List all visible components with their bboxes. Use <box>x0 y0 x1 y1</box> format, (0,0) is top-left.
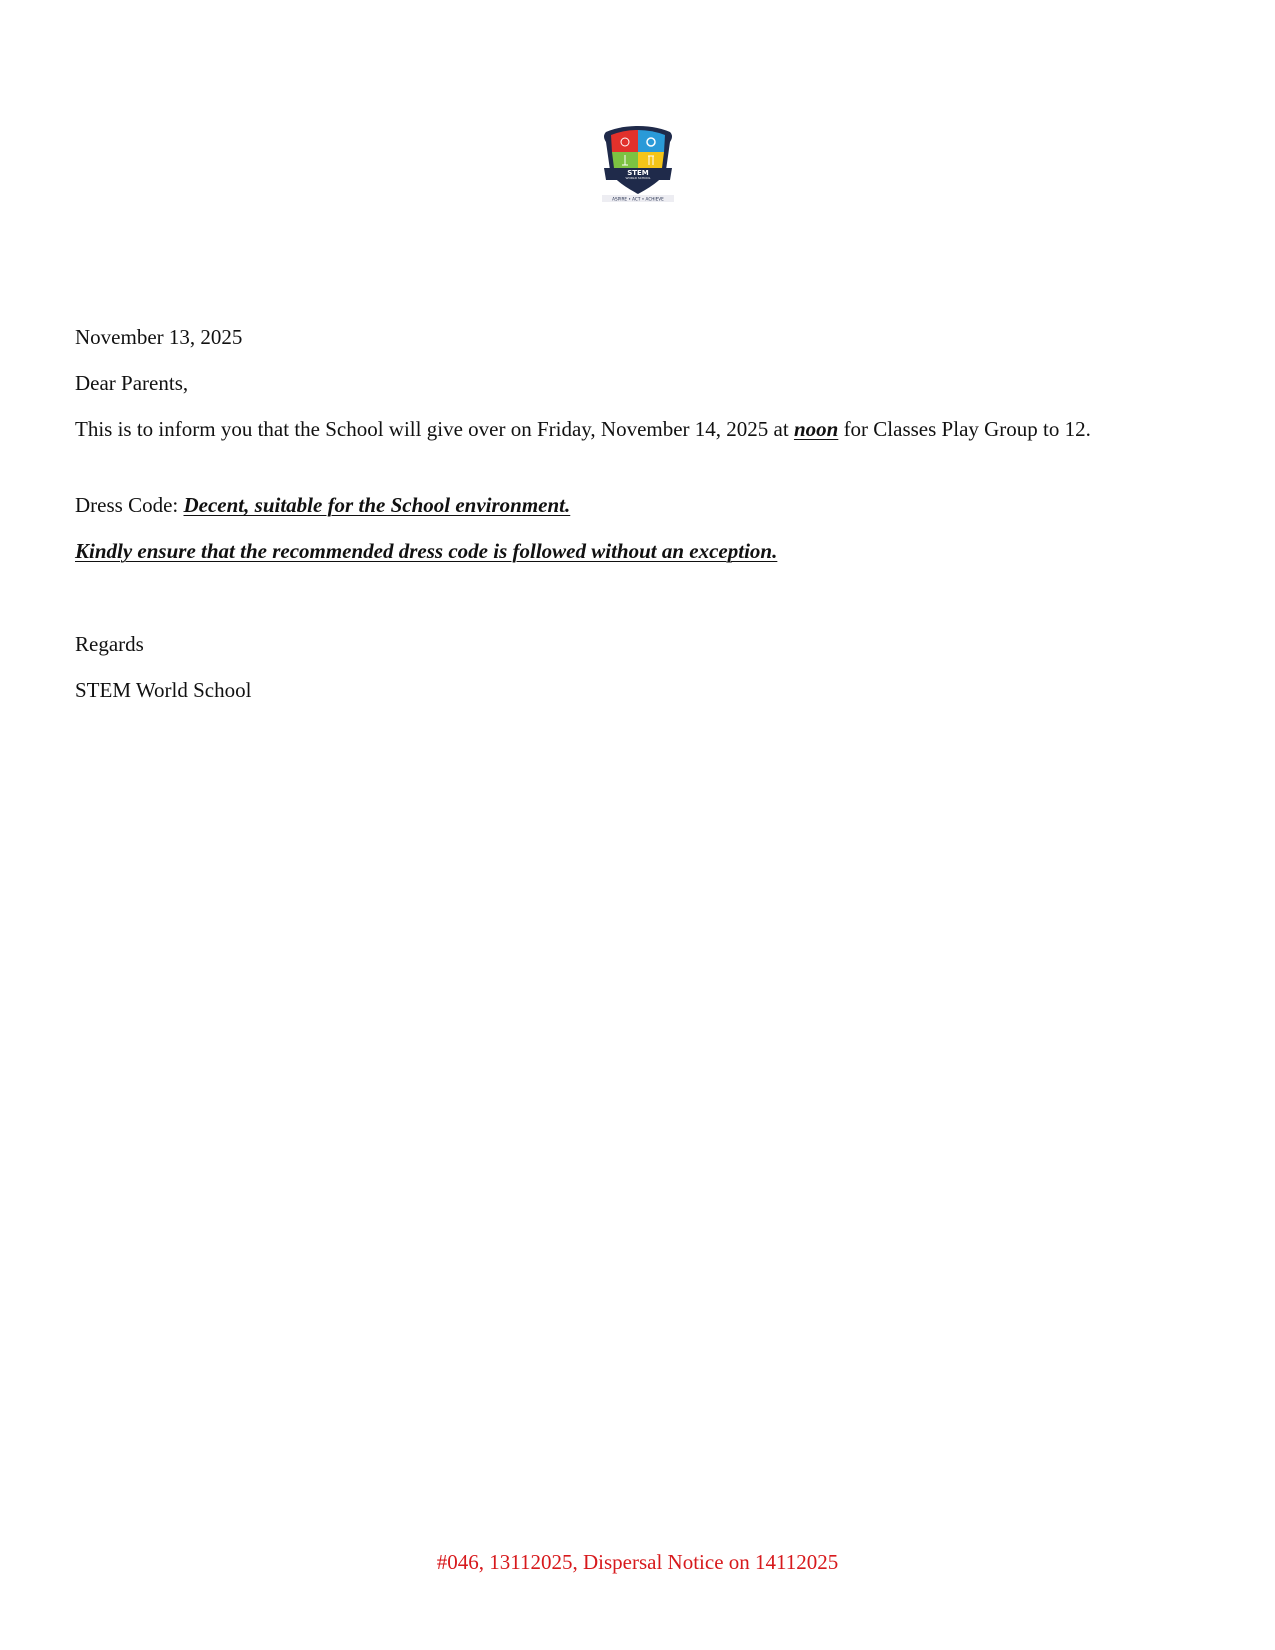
svg-text:WORLD SCHOOL: WORLD SCHOOL <box>625 176 651 180</box>
salutation: Dear Parents, <box>75 371 189 395</box>
body-text-before: This is to inform you that the School will give over on Friday, November 14, 2025 at <box>75 417 794 441</box>
closing: Regards <box>75 632 144 656</box>
body-emphasis-time: noon <box>793 417 839 441</box>
signature: STEM World School <box>75 678 252 702</box>
letter-date: November 13, 2025 <box>75 325 243 349</box>
school-logo <box>598 124 678 204</box>
dress-code-line <box>75 490 570 520</box>
notice-reference-footer: #046, 13112025, Dispersal Notice on 14112025 <box>436 1550 839 1574</box>
stem-world-school-crest-icon <box>598 124 678 204</box>
dress-code-instruction: Kindly ensure that the recommended dress code is followed without an exception. <box>75 539 778 563</box>
notice-body <box>75 414 1200 444</box>
dress-code-label: Dress Code: <box>75 493 184 517</box>
svg-text:STEM: STEM <box>627 169 649 177</box>
dress-code-value: Decent, suitable for the School environment. <box>183 493 571 517</box>
svg-text:ASPIRE • ACT • ACHIEVE: ASPIRE • ACT • ACHIEVE <box>612 196 664 202</box>
body-text-after: for Classes Play Group to 12. <box>838 417 1091 441</box>
